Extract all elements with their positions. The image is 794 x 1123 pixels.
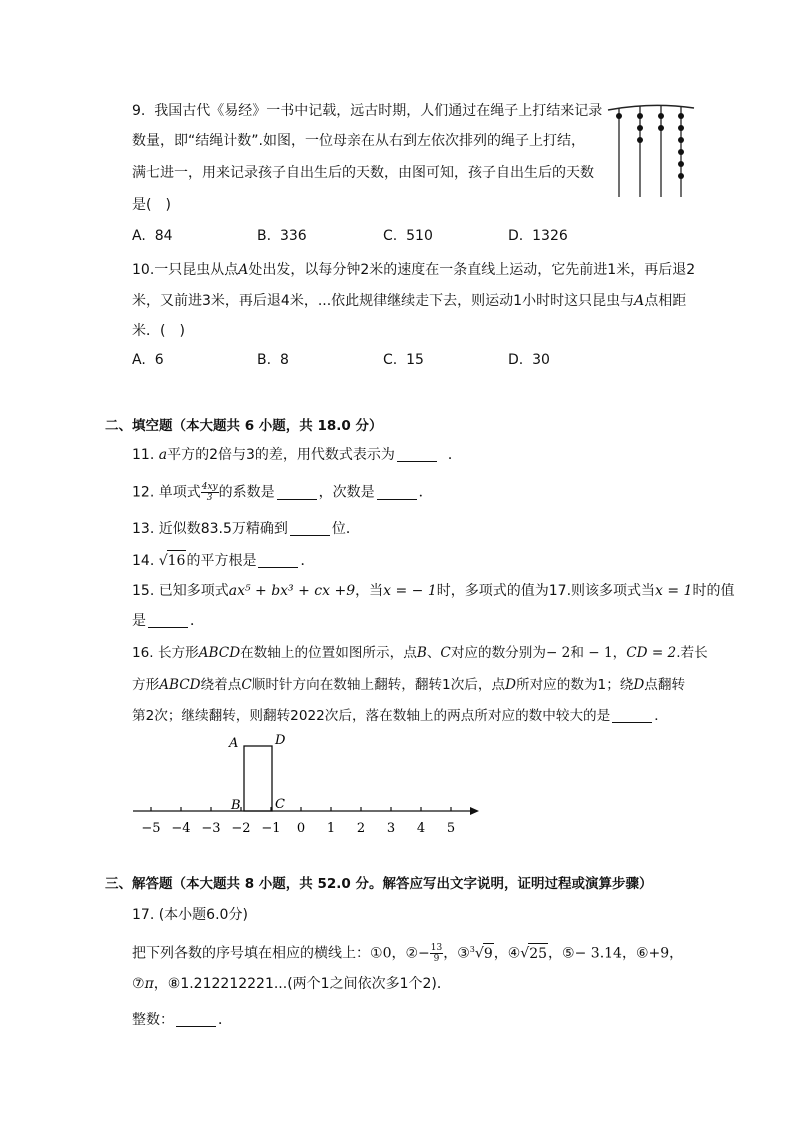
tick-label: −1 bbox=[261, 821, 281, 836]
tick-label: 2 bbox=[356, 821, 366, 836]
rectangle-abcd bbox=[244, 746, 272, 811]
knot bbox=[616, 113, 622, 119]
q17-line-2: ⑦π，⑧1.212212221...(两个1之间依次多1个2)． bbox=[132, 976, 451, 992]
q10-option-a[interactable]: A. 6 bbox=[132, 352, 164, 368]
q15-answer-blank[interactable] bbox=[148, 613, 188, 628]
knot bbox=[678, 113, 684, 119]
knot bbox=[658, 113, 664, 119]
q17-line-1: 把下列各数的序号填在相应的横线上：①0，②− $\frac{13}{9}$ ，③$^3$√9，④√25，⑤− 3.14，⑥+9， bbox=[132, 943, 684, 965]
q10-option-d[interactable]: D. 30 bbox=[508, 352, 550, 368]
sqrt-sign-icon: √ bbox=[158, 553, 168, 569]
q14-answer-blank[interactable] bbox=[258, 553, 298, 568]
q9-line-3: 满七进一，用来记录孩子自出生后的天数，由图可知，孩子自出生后的天数 bbox=[132, 165, 594, 181]
q9-line-2: 数量，即“结绳计数”.如图，一位母亲在从右到左依次排列的绳子上打结， bbox=[132, 133, 585, 149]
q12-degree-blank[interactable] bbox=[377, 485, 417, 500]
q15-line-1: 15. 已知多项式ax⁵ + bx³ + cx +9，当x = − 1时，多项式的值为17.则该多项式当x = 1时的值 bbox=[132, 583, 735, 599]
q12: 12. 单项式 $\frac{4xy}{3}$ 的系数是 ，次数是 ． bbox=[132, 482, 433, 503]
q10-line-1: 10.一只昆虫从点A处出发，以每分钟2米的速度在一条直线上运动，它先前进1米，再后退2 bbox=[132, 262, 696, 278]
q9-line-4: 是( ) bbox=[132, 197, 171, 213]
knot bbox=[637, 125, 643, 131]
tick-label: 1 bbox=[326, 821, 336, 836]
q14: 14. √16的平方根是 ． bbox=[132, 550, 314, 571]
q9-option-b[interactable]: B. 336 bbox=[257, 228, 307, 244]
tick-label: −5 bbox=[141, 821, 161, 836]
q16-line-1: 16. 长方形ABCD在数轴上的位置如图所示，点B、C对应的数分别为− 2和 − 1，CD = 2.若长 bbox=[132, 645, 708, 661]
tick-label: 3 bbox=[386, 821, 396, 836]
number-line-figure bbox=[125, 728, 485, 838]
knot bbox=[678, 161, 684, 167]
knot bbox=[637, 113, 643, 119]
section2-title: 二、填空题（本大题共 6 小题，共 18.0 分） bbox=[105, 418, 383, 434]
knot bbox=[678, 149, 684, 155]
q13: 13. 近似数83.5万精确到 位． bbox=[132, 521, 360, 537]
q12-fraction: $\frac{4xy}{3}$ bbox=[201, 482, 218, 503]
sqrt-sign-icon: √ bbox=[520, 945, 530, 962]
label-d: D bbox=[275, 733, 286, 748]
q9-option-c[interactable]: C. 510 bbox=[383, 228, 433, 244]
tick-label: −3 bbox=[201, 821, 221, 836]
q9-option-a[interactable]: A. 84 bbox=[132, 228, 173, 244]
q16-answer-blank[interactable] bbox=[612, 708, 652, 723]
q16-line-2: 方形ABCD绕着点C顺时针方向在数轴上翻转，翻转1次后，点D所对应的数为1；绕D点翻转 bbox=[132, 677, 686, 693]
tick-label: −4 bbox=[171, 821, 191, 836]
q13-answer-blank[interactable] bbox=[290, 521, 330, 536]
q12-coefficient-blank[interactable] bbox=[277, 485, 317, 500]
axis-arrow-icon bbox=[470, 807, 479, 815]
q10-line-2: 米，又前进3米，再后退4米，...依此规律继续走下去，则运动1小时时这只昆虫与A点相距 bbox=[132, 293, 687, 309]
q11-answer-blank[interactable] bbox=[397, 447, 437, 462]
tick-label: −2 bbox=[231, 821, 251, 836]
knot bbox=[658, 125, 664, 131]
tick-label: 0 bbox=[296, 821, 306, 836]
tick-label: 4 bbox=[416, 821, 426, 836]
tick-label: 5 bbox=[446, 821, 456, 836]
cube-root-sign-icon: √ bbox=[474, 945, 484, 962]
label-a: A bbox=[229, 736, 239, 751]
q17-fraction: $\frac{13}{9}$ bbox=[430, 943, 443, 965]
knot bbox=[678, 137, 684, 143]
q9-option-d[interactable]: D. 1326 bbox=[508, 228, 568, 244]
q9-line-1: 9. 我国古代《易经》一书中记载，远古时期，人们通过在绳子上打结来记录 bbox=[132, 103, 603, 119]
q17-integers-blank[interactable] bbox=[176, 1012, 216, 1027]
knot bbox=[678, 125, 684, 131]
q11: 11. a平方的2倍与3的差，用代数式表示为 ． bbox=[132, 447, 462, 463]
q10-option-b[interactable]: B. 8 bbox=[257, 352, 289, 368]
knot-rope-figure bbox=[606, 100, 696, 200]
knot bbox=[678, 173, 684, 179]
section3-title: 三、解答题（本大题共 8 小题，共 52.0 分。解答应写出文字说明，证明过程或演算步骤） bbox=[105, 876, 653, 892]
q10-option-c[interactable]: C. 15 bbox=[383, 352, 424, 368]
q17-integers-row: 整数： ． bbox=[132, 1012, 232, 1028]
knot bbox=[637, 137, 643, 143]
q10-line-3: 米．( ) bbox=[132, 323, 185, 339]
label-c: C bbox=[275, 797, 285, 812]
label-b: B bbox=[231, 798, 241, 813]
q17-header: 17. (本小题6.0分) bbox=[132, 907, 248, 923]
q16-line-3: 第2次；继续翻转，则翻转2022次后，落在数轴上的两点所对应的数中较大的是 ． bbox=[132, 708, 668, 724]
q15-line-2: 是 ． bbox=[132, 613, 204, 629]
